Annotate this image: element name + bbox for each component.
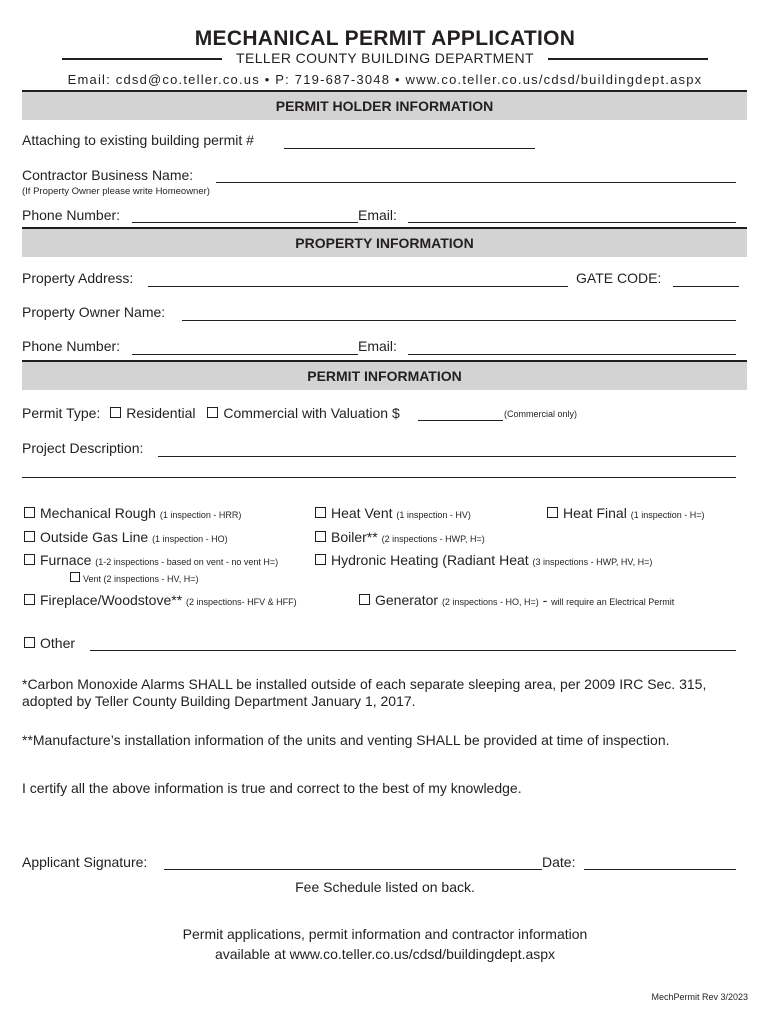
fee-schedule-note: Fee Schedule listed on back. <box>295 879 475 895</box>
boiler-option[interactable] <box>315 529 485 545</box>
availability-line-1: Permit applications, permit information and contractor information <box>182 926 588 942</box>
hydronic-checkbox[interactable] <box>315 554 326 565</box>
mechanical-rough-checkbox[interactable] <box>24 507 35 518</box>
generator-electrical-note: will require an Electrical Permit <box>551 597 675 607</box>
property-owner-field[interactable] <box>182 320 736 321</box>
property-email-label: Email: <box>358 338 397 354</box>
generator-checkbox[interactable] <box>359 594 370 605</box>
other-checkbox[interactable] <box>24 637 35 648</box>
boiler-checkbox[interactable] <box>315 531 326 542</box>
contractor-name-field[interactable] <box>216 182 736 183</box>
fireplace-option[interactable] <box>24 592 297 608</box>
commercial-checkbox[interactable] <box>207 407 218 418</box>
outside-gas-checkbox[interactable] <box>24 531 35 542</box>
generator-note: (2 inspections - HO, H=) <box>441 597 539 607</box>
vent-label: Vent (2 inspections - HV, H=) <box>83 574 199 584</box>
hydronic-option[interactable] <box>315 552 652 568</box>
heat-vent-checkbox[interactable] <box>315 507 326 518</box>
mechanical-rough-option[interactable] <box>24 505 241 521</box>
contact-info: Email: cdsd@co.teller.co.us • P: 719-687-3048 • www.co.teller.co.us/cdsd/buildingdept.aspx <box>67 72 703 87</box>
property-phone-field[interactable] <box>132 354 358 355</box>
manufacture-note: **Manufacture’s installation information of the units and venting SHALL be provided at time of inspection. <box>22 732 670 748</box>
date-label: Date: <box>542 854 576 870</box>
date-field[interactable] <box>584 869 736 870</box>
gate-code-label: GATE CODE: <box>576 270 662 286</box>
attaching-permit-field[interactable] <box>284 148 535 149</box>
vent-sub-option[interactable] <box>70 572 198 584</box>
property-owner-label: Property Owner Name: <box>22 304 166 320</box>
property-phone-label: Phone Number: <box>22 338 121 354</box>
holder-phone-label: Phone Number: <box>22 207 121 223</box>
furnace-note: (1-2 inspections - based on vent - no vent H=) <box>95 557 279 567</box>
heat-final-checkbox[interactable] <box>547 507 558 518</box>
project-description-field-line2[interactable] <box>22 477 736 478</box>
commercial-only-note: (Commercial only) <box>504 409 578 419</box>
applicant-signature-label: Applicant Signature: <box>22 854 148 870</box>
section-header-permit-info: PERMIT INFORMATION <box>22 360 747 390</box>
department-row <box>0 50 770 68</box>
other-label: Other <box>40 635 76 651</box>
holder-phone-field[interactable] <box>132 222 358 223</box>
attaching-permit-label: Attaching to existing building permit # <box>22 132 254 148</box>
furnace-label: Furnace <box>40 552 92 568</box>
fireplace-label: Fireplace/Woodstove** <box>40 592 183 608</box>
permit-type-label: Permit Type: <box>22 405 101 421</box>
heat-vent-note: (1 inspection - HV) <box>396 510 471 520</box>
heat-final-note: (1 inspection - H=) <box>630 510 705 520</box>
form-title: MECHANICAL PERMIT APPLICATION <box>194 27 576 50</box>
property-address-field[interactable] <box>148 286 568 287</box>
section-header-property: PROPERTY INFORMATION <box>22 227 747 257</box>
certify-statement: I certify all the above information is true and correct to the best of my knowledge. <box>22 780 522 796</box>
co-alarm-note: *Carbon Monoxide Alarms SHALL be installed outside of each separate sleeping area, per 2009 IRC Sec. 315, adopted by Teller County Building Department January 1, 2017. <box>22 676 707 709</box>
availability-line-2: available at www.co.teller.co.us/cdsd/buildingdept.aspx <box>214 946 556 962</box>
heat-vent-label: Heat Vent <box>331 505 393 521</box>
hydronic-label: Hydronic Heating (Radiant Heat <box>331 552 529 568</box>
property-address-label: Property Address: <box>22 270 134 286</box>
generator-option[interactable] <box>359 592 674 608</box>
applicant-signature-field[interactable] <box>164 869 542 870</box>
other-field[interactable] <box>90 650 736 651</box>
revision-label: MechPermit Rev 3/2023 <box>651 992 748 1002</box>
heat-final-label: Heat Final <box>563 505 627 521</box>
hydronic-note: (3 inspections - HWP, HV, H=) <box>532 557 653 567</box>
heat-final-option[interactable] <box>547 505 704 521</box>
outside-gas-note: (1 inspection - HO) <box>152 534 228 544</box>
valuation-field[interactable] <box>418 420 503 421</box>
boiler-label: Boiler** <box>331 529 378 545</box>
boiler-note: (2 inspections - HWP, H=) <box>381 534 485 544</box>
homeowner-note: (If Property Owner please write Homeowner) <box>22 186 210 197</box>
other-option[interactable] <box>24 635 75 651</box>
generator-label: Generator <box>375 592 439 608</box>
outside-gas-label: Outside Gas Line <box>40 529 149 545</box>
holder-email-field[interactable] <box>408 222 736 223</box>
holder-email-label: Email: <box>358 207 397 223</box>
fireplace-checkbox[interactable] <box>24 594 35 605</box>
section-header-permit-holder: PERMIT HOLDER INFORMATION <box>22 90 747 120</box>
generator-dash: - <box>542 592 548 608</box>
outside-gas-option[interactable] <box>24 529 228 545</box>
contractor-name-label: Contractor Business Name: <box>22 167 194 183</box>
furnace-option[interactable] <box>24 552 278 568</box>
commercial-label: Commercial with Valuation $ <box>223 405 400 421</box>
project-description-field[interactable] <box>158 456 736 457</box>
mechanical-rough-label: Mechanical Rough <box>40 505 156 521</box>
project-description-label: Project Description: <box>22 440 144 456</box>
furnace-checkbox[interactable] <box>24 554 35 565</box>
property-email-field[interactable] <box>408 354 736 355</box>
residential-checkbox[interactable] <box>110 407 121 418</box>
gate-code-field[interactable] <box>673 286 739 287</box>
fireplace-note: (2 inspections- HFV & HFF) <box>186 597 297 607</box>
vent-checkbox[interactable] <box>70 572 80 582</box>
permit-type-row <box>22 405 400 421</box>
heat-vent-option[interactable] <box>315 505 471 521</box>
department-name: TELLER COUNTY BUILDING DEPARTMENT <box>236 50 534 66</box>
residential-label: Residential <box>126 405 196 421</box>
mechanical-rough-note: (1 inspection - HRR) <box>159 510 242 520</box>
